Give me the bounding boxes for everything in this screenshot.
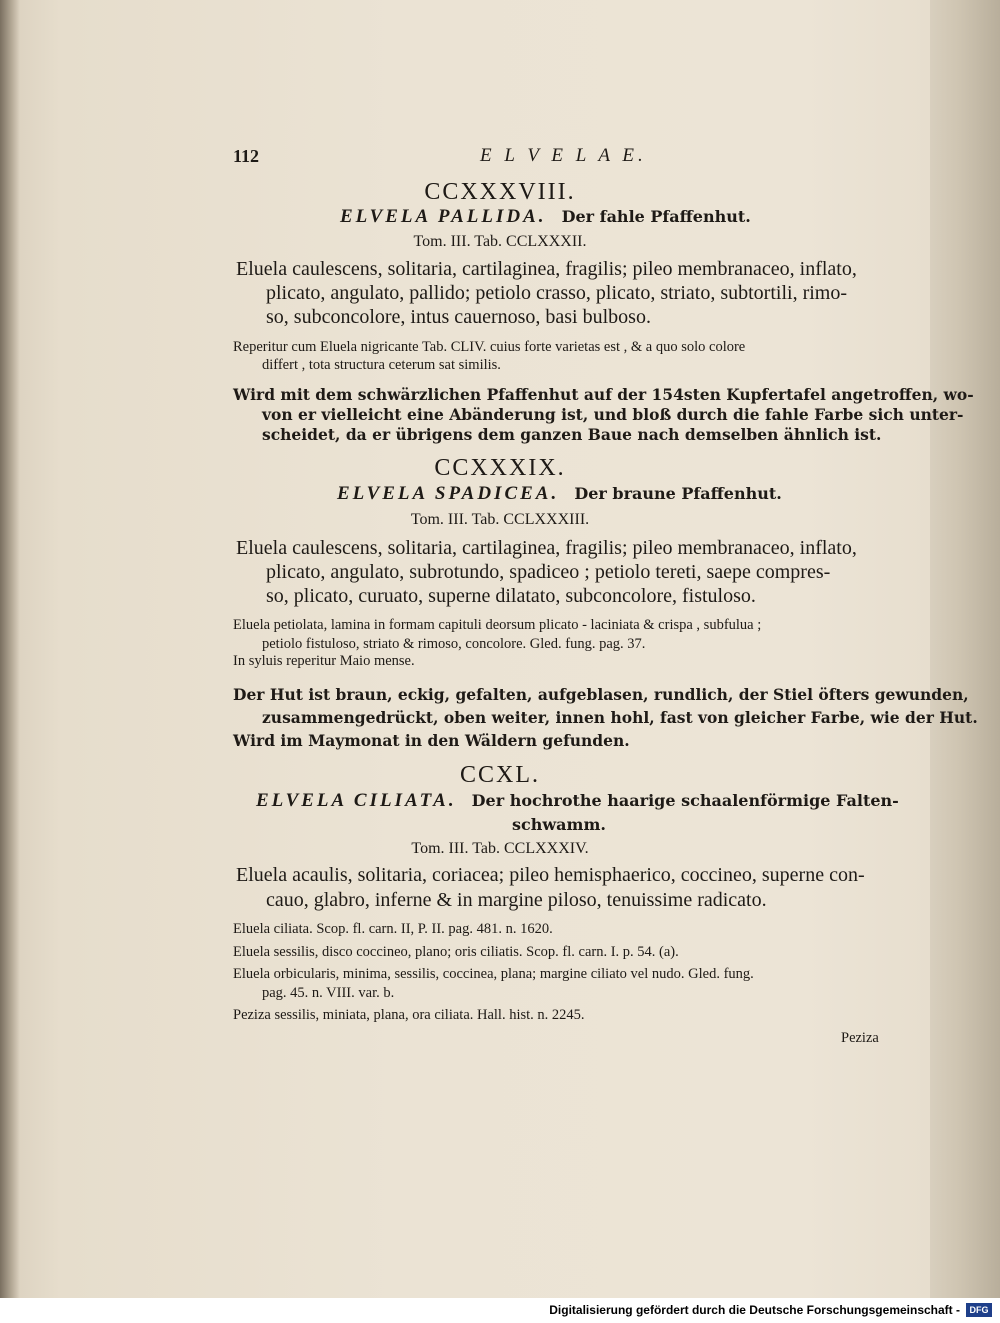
note-line: Eluela sessilis, disco coccineo, plano; oris ciliatis. Scop. fl. carn. I. p. 54. (a). [233, 944, 679, 960]
note-line: differt , tota structura ceterum sat similis. [262, 357, 501, 373]
german-text-line: Wird im Maymonat in den Wäldern gefunden. [233, 731, 630, 750]
german-text-line: von er vielleicht eine Abänderung ist, und bloß durch die fahle Farbe sich unter- [262, 405, 964, 424]
species-heading [337, 483, 782, 505]
species-name: ELVELA CILIATA. [256, 790, 457, 811]
german-text-line: scheidet, da er übrigens dem ganzen Baue nach demselben ähnlich ist. [262, 425, 882, 444]
note-line: Eluela petiolata, lamina in formam capituli deorsum plicato - laciniata & crispa , subfulua ; [233, 617, 762, 633]
funding-notice: Digitalisierung gefördert durch die Deutsche Forschungsgemeinschaft - [549, 1303, 960, 1317]
dfg-logo: DFG [966, 1303, 992, 1317]
plate-reference: Tom. III. Tab. CCLXXXII. [413, 233, 587, 250]
description-line: so, plicato, curuato, superne dilatato, subconcolore, fistuloso. [266, 585, 756, 607]
german-name-continued: schwamm. [512, 815, 606, 834]
catchword: Peziza [841, 1030, 879, 1046]
species-heading [340, 206, 751, 228]
german-name: Der hochrothe haarige schaalenförmige Falten- [471, 791, 899, 810]
page-number: 112 [233, 146, 260, 166]
german-name: Der braune Pfaffenhut. [574, 484, 782, 503]
german-text-line: Der Hut ist braun, eckig, gefalten, aufgeblasen, rundlich, der Stiel öfters gewunden, [233, 685, 969, 704]
note-line: pag. 45. n. VIII. var. b. [262, 985, 395, 1001]
section-number: CCXL. [459, 762, 540, 788]
note-line: Eluela ciliata. Scop. fl. carn. II, P. II. pag. 481. n. 1620. [233, 921, 553, 937]
description-line: plicato, angulato, subrotundo, spadiceo ; petiolo tereti, saepe compres- [266, 561, 831, 583]
note-line: Peziza sessilis, miniata, plana, ora ciliata. Hall. hist. n. 2245. [233, 1007, 585, 1023]
note-line: Eluela orbicularis, minima, sessilis, coccinea, plana; margine ciliato vel nudo. Gled. fung. [233, 966, 754, 982]
note-line: petiolo fistuloso, striato & rimoso, concolore. Gled. fung. pag. 37. [262, 636, 646, 652]
description-line: Eluela acaulis, solitaria, coriacea; pileo hemisphaerico, coccineo, superne con- [236, 864, 865, 886]
description-line: Eluela caulescens, solitaria, cartilaginea, fragilis; pileo membranaceo, inflato, [236, 537, 857, 559]
section-number: CCXXXVIII. [424, 179, 576, 205]
digitization-footer [0, 1298, 1000, 1323]
note-line: In syluis reperitur Maio mense. [233, 653, 415, 669]
description-line: cauo, glabro, inferne & in margine piloso, tenuissime radicato. [266, 889, 767, 911]
running-head: E L V E L A E. [480, 145, 647, 166]
plate-reference: Tom. III. Tab. CCLXXXIV. [411, 840, 589, 857]
description-line: plicato, angulato, pallido; petiolo crasso, plicato, striato, subtortili, rimo- [266, 282, 847, 304]
description-line: Eluela caulescens, solitaria, cartilaginea, fragilis; pileo membranaceo, inflato, [236, 258, 857, 280]
species-heading [256, 790, 899, 812]
note-line: Reperitur cum Eluela nigricante Tab. CLIV. cuius forte varietas est , & a quo solo colore [233, 339, 746, 355]
species-name: ELVELA SPADICEA. [337, 483, 560, 504]
plate-reference: Tom. III. Tab. CCLXXXIII. [410, 511, 590, 528]
german-text-line: Wird mit dem schwärzlichen Pfaffenhut auf der 154sten Kupfertafel angetroffen, wo- [233, 385, 974, 404]
german-name: Der fahle Pfaffenhut. [561, 207, 751, 226]
description-line: so, subconcolore, intus cauernoso, basi bulboso. [266, 306, 651, 328]
section-number: CCXXXIX. [434, 455, 566, 481]
species-name: ELVELA PALLIDA. [340, 206, 547, 227]
german-text-line: zusammengedrückt, oben weiter, innen hohl, fast von gleicher Farbe, wie der Hut. [262, 708, 978, 727]
